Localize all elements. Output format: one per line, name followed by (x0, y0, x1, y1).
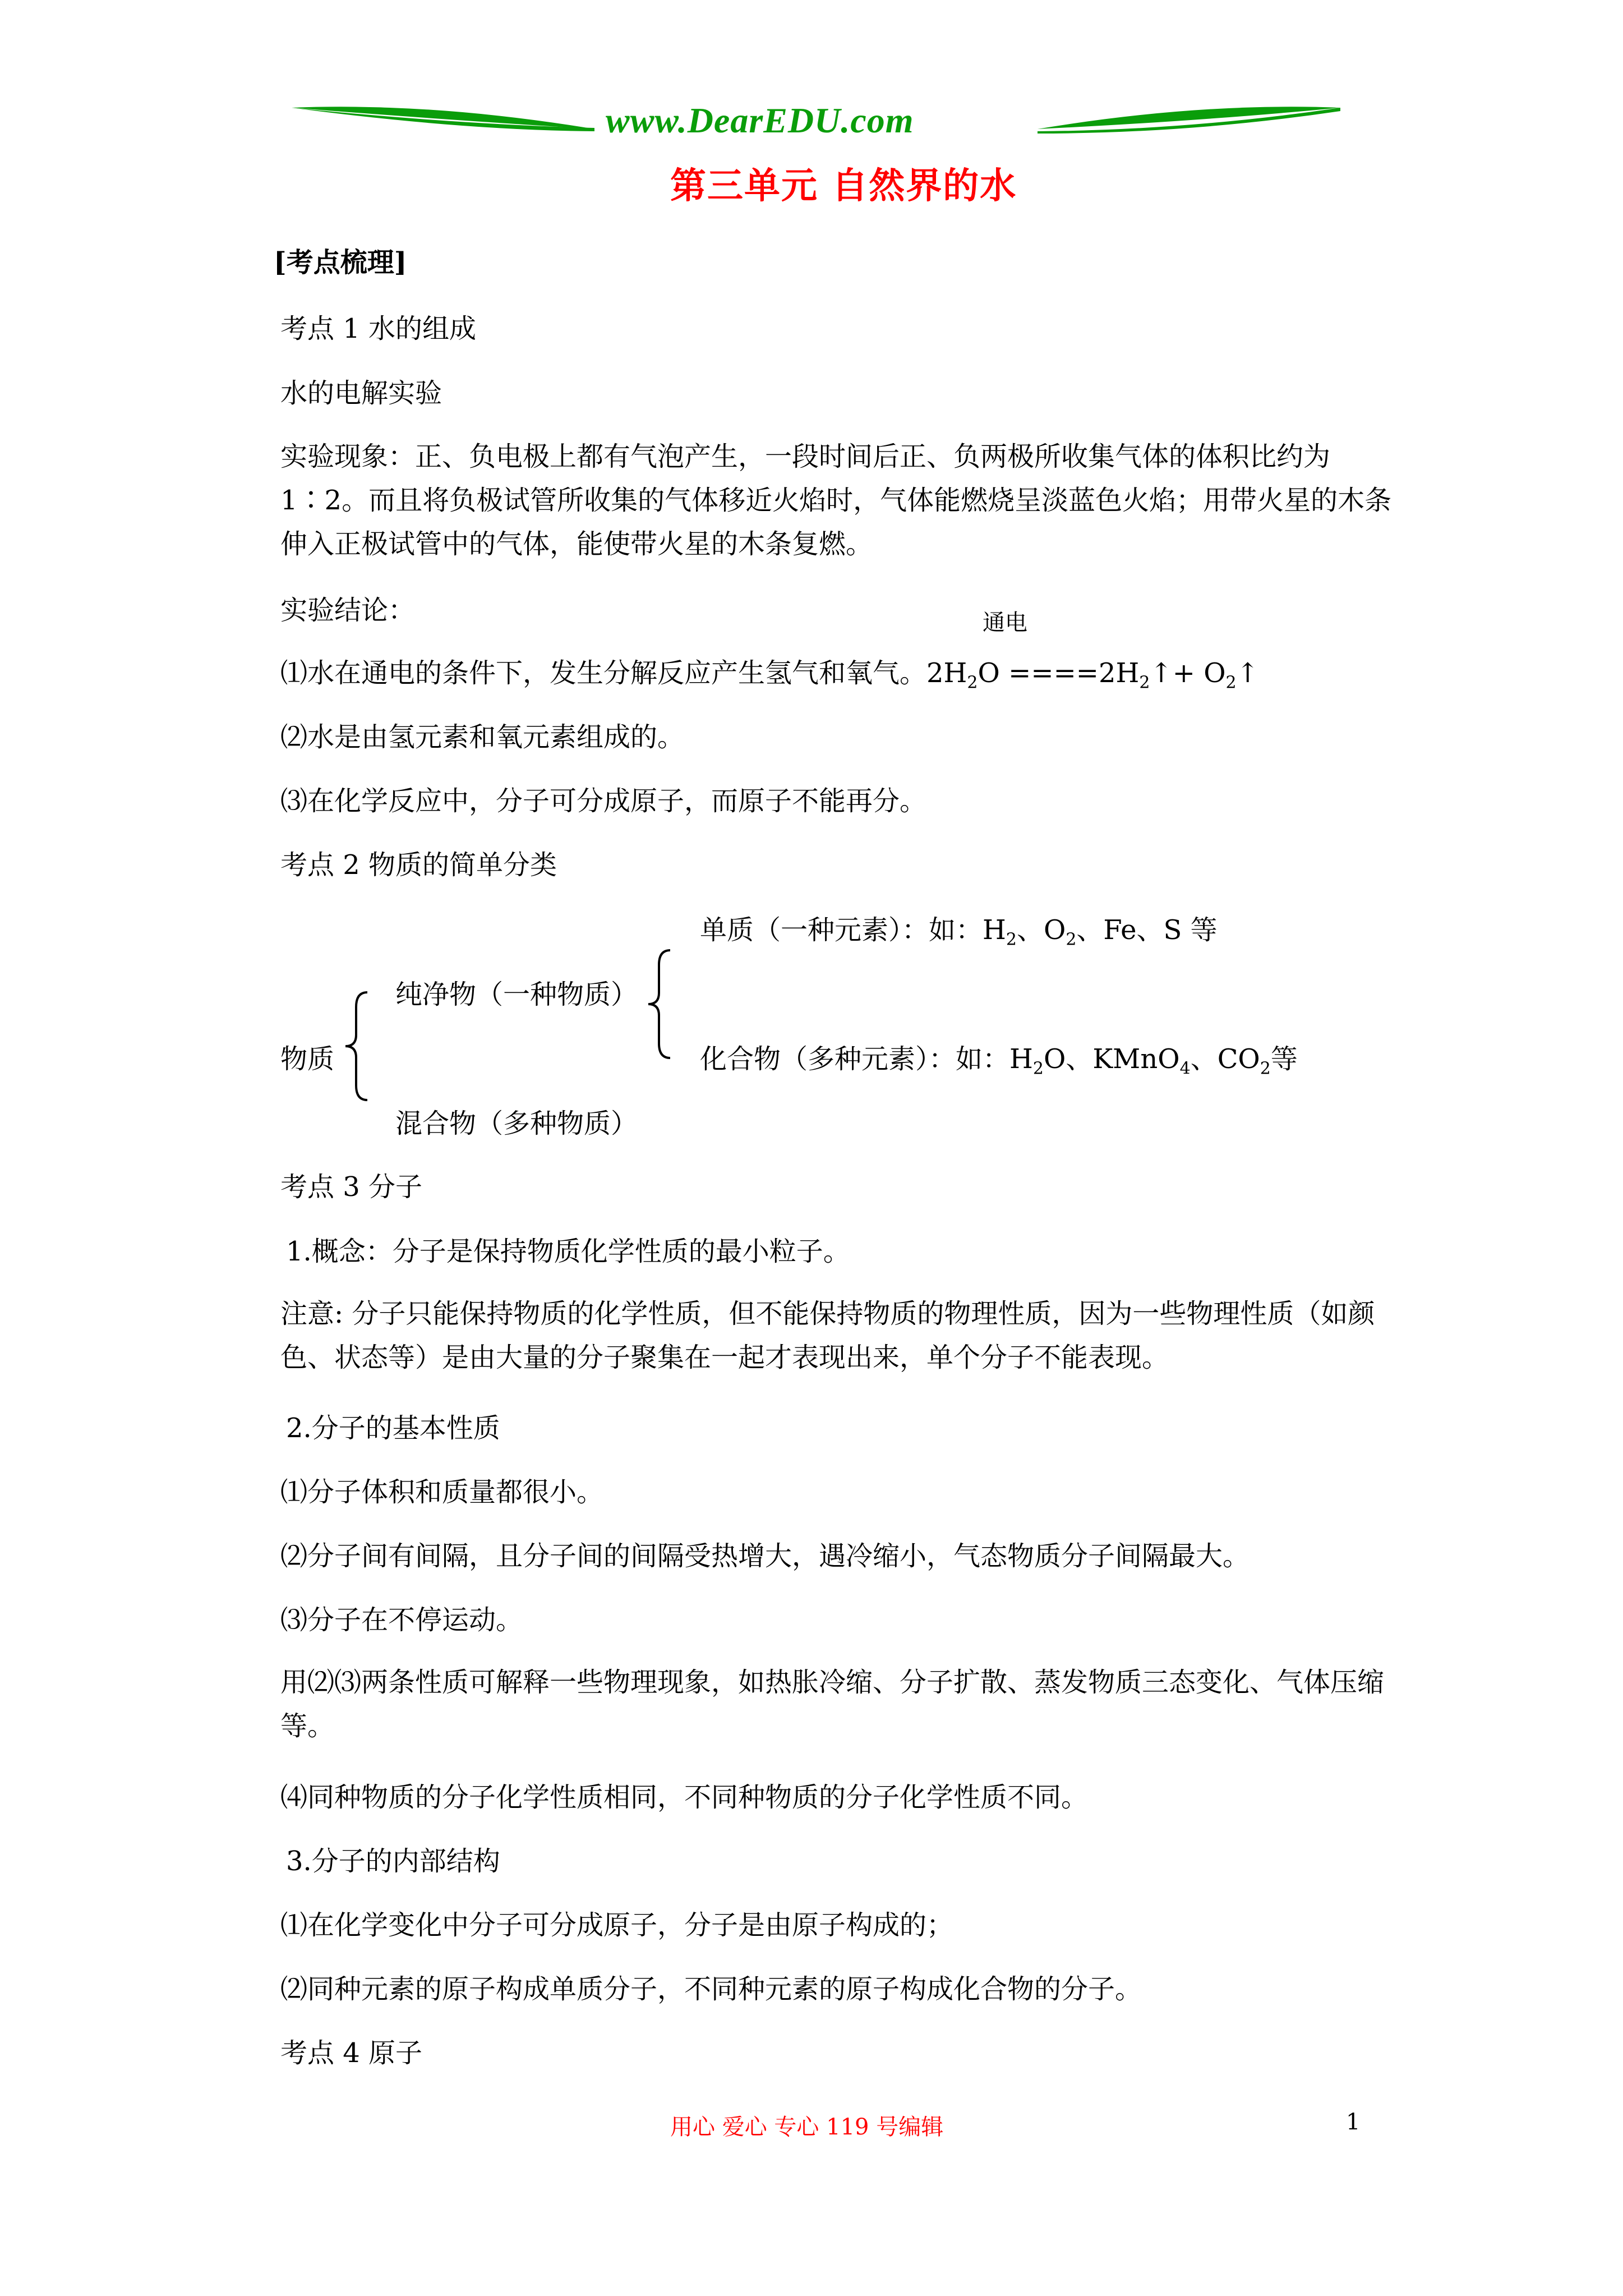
kp3-structure-2: ⑵同种元素的原子构成单质分子，不同种元素的原子构成化合物的分子。 (280, 1973, 1142, 2005)
kp3-prop-3: ⑶分子在不停运动。 (280, 1604, 523, 1636)
kp3-heading: 考点 3 分子 (280, 1171, 423, 1203)
kp3-prop-4: ⑷同种物质的分子化学性质相同，不同种物质的分子化学性质不同。 (280, 1782, 1089, 1813)
kp1-conclusion-1 (280, 657, 1259, 693)
footer-text: 用心 爱心 专心 119 号编辑 (670, 2114, 944, 2140)
kp1-phenomenon-text: 实验现象：正、负电极上都有气泡产生，一段时间后正、负两极所收集气体的体积比约为 1∶2。而且将负极试管所收集的气体移近火焰时，气体能燃烧呈淡蓝色火焰；用带火星的木条伸入正极试管中的气体，能使带火星的木条复燃。 (280, 441, 1392, 560)
kp3-explain: 用⑵⑶两条性质可解释一些物理现象，如热胀冷缩、分子扩散、蒸发物质三态变化、气体压缩等。 (280, 1667, 1385, 1742)
pure-substance-branch: 纯净物（一种物质） (395, 979, 638, 1010)
page-number: 1 (1346, 2109, 1361, 2135)
kp3-concept: 1.概念：分子是保持物质化学性质的最小粒子。 (286, 1236, 850, 1267)
kp1-conclusion-2: ⑵水是由氢元素和氧元素组成的。 (280, 721, 685, 753)
reaction-condition: 通电 (983, 610, 1027, 636)
brace-pure (645, 948, 673, 1060)
kp3-props-heading: 2.分子的基本性质 (286, 1412, 500, 1444)
kp4-heading: 考点 4 原子 (280, 2037, 423, 2069)
mixture-branch: 混合物（多种物质） (395, 1108, 638, 1139)
section-heading: [考点梳理] (274, 247, 407, 278)
kp1-c1-text: ⑴水在通电的条件下，发生分解反应产生氢气和氧气。 (280, 657, 927, 689)
brace-matter (342, 990, 370, 1102)
site-name: www.DearEDU.com (606, 100, 914, 140)
kp3-structure-heading: 3.分子的内部结构 (286, 1846, 500, 1877)
kp3-prop-1: ⑴分子体积和质量都很小。 (280, 1476, 604, 1508)
kp1-conclusion-3: ⑶在化学反应中，分子可分成原子，而原子不能再分。 (280, 785, 927, 817)
kp3-note: 注意: 分子只能保持物质的化学性质，但不能保持物质的物理性质，因为一些物理性质（如颜色、状态等）是由大量的分子聚集在一起才表现出来，单个分子不能表现。 (280, 1298, 1375, 1373)
element-branch: 单质（一种元素）：如：$H_2$、$O_2$、Fe、S 等 (700, 914, 1218, 950)
kp1-phenomenon (280, 435, 1402, 566)
kp2-heading: 考点 2 物质的简单分类 (280, 849, 557, 881)
page-title: 第三单元 自然界的水 (670, 165, 1017, 207)
kp1-subheading: 水的电解实验 (280, 378, 442, 409)
equation: $2H_2O$ $====2H_2↑+$ $O_2↑$ (926, 657, 1259, 693)
kp1-heading: 考点 1 水的组成 (280, 313, 477, 344)
kp3-structure-1: ⑴在化学变化中分子可分成原子，分子是由原子构成的； (280, 1910, 954, 1941)
kp1-conclusion-label: 实验结论： (280, 595, 416, 626)
kp3-prop-2: ⑵分子间有间隔，且分子间的间隔受热增大，遇冷缩小，气态物质分子间隔最大。 (280, 1540, 1250, 1572)
matter-root: 物质 (280, 1043, 335, 1075)
compound-branch: 化合物（多种元素）：如：$H_2O$、KMnO$_4$、$CO_2$等 (700, 1043, 1298, 1079)
